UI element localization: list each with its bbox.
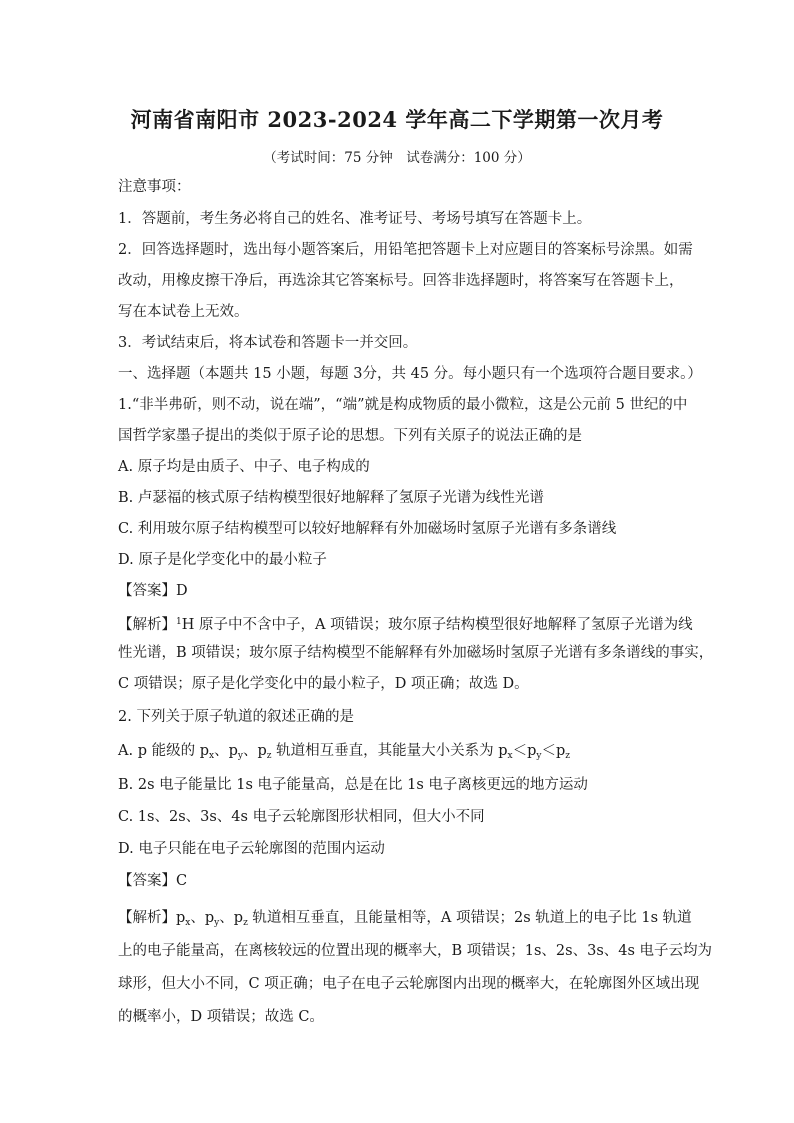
explanation-text: H 原子中不含中子，A 项错误；玻尔原子结构模型很好地解释了氢原子光谱为线 — [181, 617, 693, 633]
q2-option-a-text: A. p 能级的 p — [118, 743, 209, 759]
less-than-sign: ＜ — [512, 743, 528, 759]
q1-option-d: D. 原子是化学变化中的最小粒子 — [118, 552, 327, 568]
note-3: 3．考试结束后，将本试卷和答题卡一并交回。 — [118, 335, 418, 351]
orbital-p: p — [257, 743, 267, 759]
subscript-z: z — [565, 751, 571, 761]
note-2-line-1: 2．回答选择题时，选出每小题答案后，用铅笔把答题卡上对应题目的答案标号涂黑。如需 — [118, 242, 693, 258]
separator: 、 — [214, 743, 229, 759]
q1-explanation-line-1 — [118, 612, 693, 635]
q2-explanation-line-2: 上的电子能量高，在离核较远的位置出现的概率大，B 项错误；1s、2s、3s、4s 电子云均为 — [118, 943, 713, 959]
q1-explanation-line-2: 性光谱，B 项错误；玻尔原子结构模型不能解释有外加磁场时氢原子光谱有多条谱线的事实， — [118, 645, 714, 661]
q2-stem: 2. 下列关于原子轨道的叙述正确的是 — [118, 709, 354, 725]
exam-subtitle: （考试时间：75 分钟 试卷满分：100 分） — [263, 150, 531, 166]
explanation-text: 轨道相互垂直，且能量相等，A 项错误；2s 轨道上的电子比 1s 轨道 — [247, 910, 692, 926]
note-2-line-2: 改动，用橡皮擦干净后，再选涂其它答案标号。回答非选择题时，将答案写在答题卡上， — [118, 273, 684, 289]
orbital-p: p — [204, 910, 215, 926]
q2-answer: 【答案】C — [118, 873, 188, 889]
orbital-p: p — [527, 743, 537, 759]
subscript-x: x — [507, 751, 513, 761]
separator: 、 — [190, 910, 205, 926]
note-2-line-3: 写在本试卷上无效。 — [118, 304, 249, 320]
subscript-z: z — [243, 918, 248, 928]
subscript-y: y — [237, 751, 243, 761]
exam-title: 河南省南阳市 2023-2024 学年高二下学期第一次月考 — [130, 107, 664, 132]
subscript-z: z — [266, 751, 272, 761]
q2-explanation-line-3: 球形，但大小不同，C 项正确；电子在电子云轮廓图内出现的概率大，在轮廓图外区域出现 — [118, 976, 700, 992]
subscript-y: y — [536, 751, 542, 761]
separator: 、 — [242, 743, 258, 759]
explanation-label: 【解析】p — [118, 910, 186, 926]
q2-option-a-text-2: 轨道相互垂直，其能量大小关系为 p — [271, 743, 508, 759]
q1-explanation-line-3: C 项错误；原子是化学变化中的最小粒子，D 项正确；故选 D。 — [118, 676, 529, 692]
q2-option-a — [118, 741, 570, 766]
q1-stem-line-2: 国哲学家墨子提出的类似于原子论的思想。下列有关原子的说法正确的是 — [118, 428, 582, 444]
q1-stem-line-1: 1.“非半弗斫，则不动，说在端”，“端”就是构成物质的最小微粒，这是公元前 5 世纪的中 — [118, 397, 688, 413]
less-than-sign: ＜ — [541, 743, 556, 759]
orbital-p: p — [233, 910, 244, 926]
q2-explanation-line-1 — [118, 908, 692, 933]
orbital-p: p — [228, 743, 238, 759]
orbital-p: p — [555, 743, 566, 759]
section-1-heading: 一、选择题（本题共 15 小题，每题 3分，共 45 分。每小题只有一个选项符合题目要求。） — [118, 366, 702, 382]
q1-option-a: A. 原子均是由质子、中子、电子构成的 — [118, 459, 370, 475]
q1-option-b: B. 卢瑟福的核式原子结构模型很好地解释了氢原子光谱为线性光谱 — [118, 490, 544, 506]
note-1: 1．答题前，考生务必将自己的姓名、准考证号、考场号填写在答题卡上。 — [118, 211, 592, 227]
mass-number: 1 — [176, 617, 182, 627]
q2-option-c: C. 1s、2s、3s、4s 电子云轮廓图形状相同，但大小不同 — [118, 809, 485, 825]
q1-answer: 【答案】D — [118, 583, 188, 599]
q2-option-d: D. 电子只能在电子云轮廓图的范围内运动 — [118, 841, 385, 857]
subscript-x: x — [208, 751, 215, 761]
subscript-y: y — [214, 918, 220, 928]
q2-option-b: B. 2s 电子能量比 1s 电子能量高，总是在比 1s 电子离核更远的地方运动 — [118, 777, 588, 793]
notes-heading: 注意事项： — [118, 179, 191, 195]
q1-option-c: C. 利用玻尔原子结构模型可以较好地解释有外加磁场时氢原子光谱有多条谱线 — [118, 521, 617, 537]
subscript-x: x — [185, 918, 191, 928]
explanation-label: 【解析】 — [118, 617, 176, 633]
q2-explanation-line-4: 的概率小，D 项错误；故选 C。 — [118, 1009, 324, 1025]
separator: 、 — [219, 910, 234, 926]
